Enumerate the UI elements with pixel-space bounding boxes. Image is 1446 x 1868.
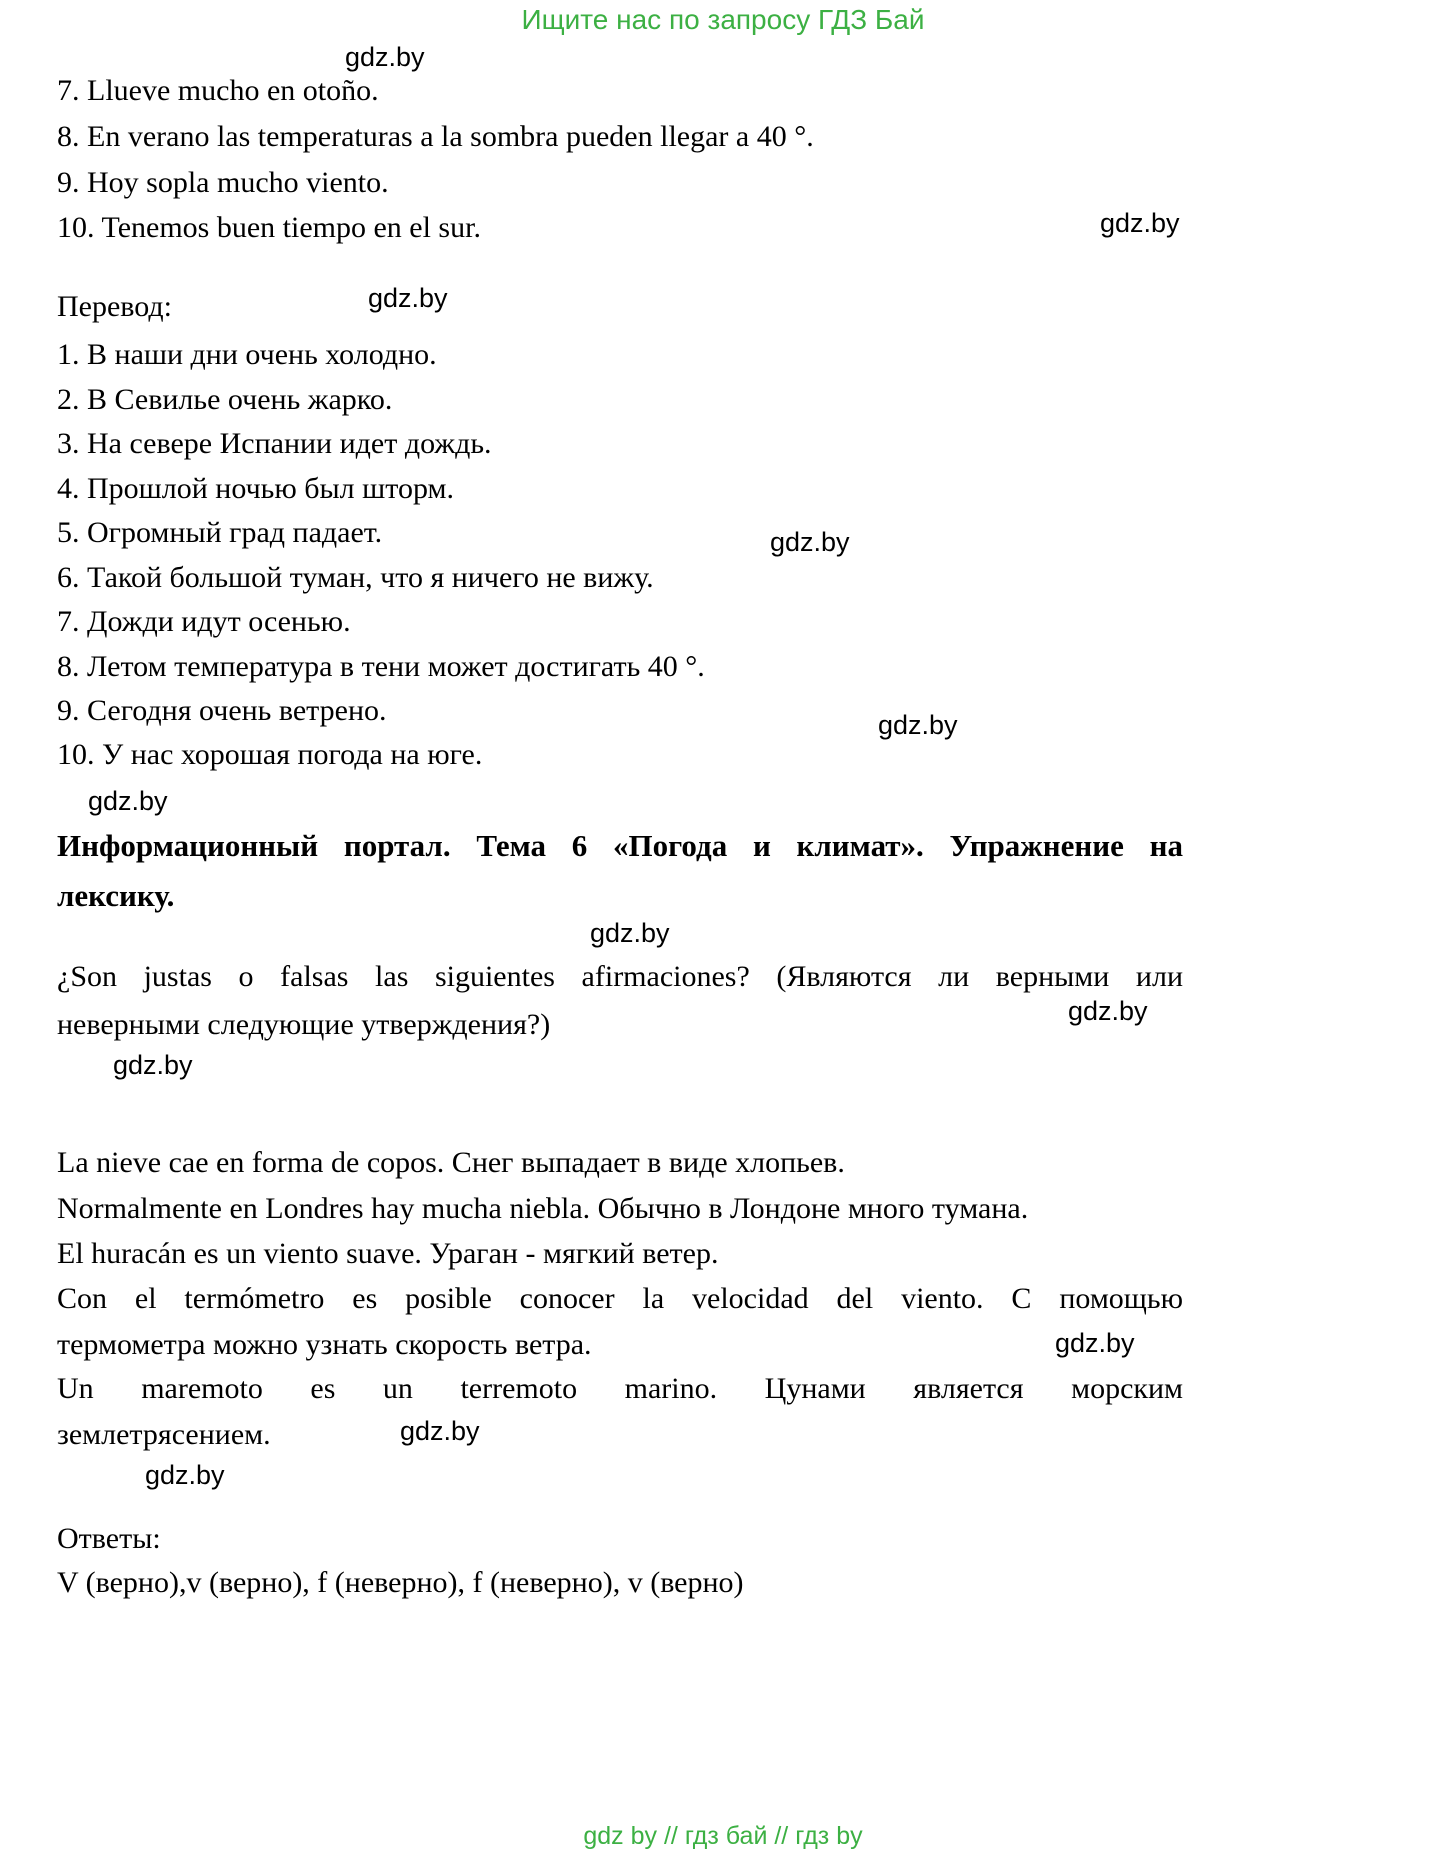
gdz-watermark: gdz.by <box>1055 1328 1135 1358</box>
spanish-list-item: 7. Llueve mucho en otoño. <box>57 74 379 107</box>
statement-line: термометра можно узнать скорость ветра. <box>57 1328 592 1361</box>
translation-list-item: 10. У нас хорошая погода на юге. <box>57 738 483 771</box>
top-banner: Ищите нас по запросу ГДЗ Бай <box>521 4 925 35</box>
gdz-watermark: gdz.by <box>113 1050 193 1080</box>
spanish-list-item: 9. Hoy sopla mucho viento. <box>57 166 389 199</box>
translation-list-item: 2. В Севилье очень жарко. <box>57 383 393 416</box>
translation-list-item: 7. Дожди идут осенью. <box>57 605 351 638</box>
answers-text: V (верно),v (верно), f (неверно), f (неверно), v (верно) <box>57 1566 744 1599</box>
section-title-line: Информационный портал. Тема 6 «Погода и климат». Упражнение на <box>57 828 1183 863</box>
gdz-watermark: gdz.by <box>400 1416 480 1446</box>
statement-line: землетрясением. <box>57 1418 271 1451</box>
translation-list-item: 5. Огромный град падает. <box>57 516 383 549</box>
statement-line: El huracán es un viento suave. Ураган - мягкий ветер. <box>57 1237 719 1270</box>
gdz-watermark: gdz.by <box>770 527 850 557</box>
statement-line: Un maremoto es un terremoto marino. Цунами является морским <box>57 1372 1183 1405</box>
gdz-watermark: gdz.by <box>345 42 425 72</box>
gdz-watermark: gdz.by <box>145 1460 225 1490</box>
gdz-watermark: gdz.by <box>1068 996 1148 1026</box>
footer-banner: gdz by // гдз бай // гдз by <box>583 1822 863 1850</box>
translation-list-item: 4. Прошлой ночью был шторм. <box>57 472 454 505</box>
translation-list-item: 8. Летом температура в тени может достигать 40 °. <box>57 650 705 683</box>
gdz-watermark: gdz.by <box>88 786 168 816</box>
section-title-line: лексику. <box>57 878 175 913</box>
gdz-watermark: gdz.by <box>1100 208 1180 238</box>
answers-heading: Ответы: <box>57 1522 161 1555</box>
statement-line: La nieve cae en forma de copos. Снег выпадает в виде хлопьев. <box>57 1146 845 1179</box>
question-line: неверными следующие утверждения?) <box>57 1008 551 1041</box>
translation-list-item: 9. Сегодня очень ветрено. <box>57 694 387 727</box>
translation-list-item: 3. На севере Испании идет дождь. <box>57 427 492 460</box>
spanish-list-item: 8. En verano las temperaturas a la sombra pueden llegar a 40 °. <box>57 120 814 153</box>
gdz-watermark: gdz.by <box>590 918 670 948</box>
translation-list-item: 1. В наши дни очень холодно. <box>57 338 437 371</box>
statement-line: Con el termómetro es posible conocer la velocidad del viento. С помощью <box>57 1282 1183 1315</box>
gdz-watermark: gdz.by <box>878 710 958 740</box>
translation-heading: Перевод: <box>57 290 172 323</box>
spanish-list-item: 10. Tenemos buen tiempo en el sur. <box>57 211 481 244</box>
gdz-watermark: gdz.by <box>368 283 448 313</box>
translation-list-item: 6. Такой большой туман, что я ничего не вижу. <box>57 561 654 594</box>
question-line: ¿Son justas o falsas las siguientes afirmaciones? (Являются ли верными или <box>57 960 1183 993</box>
statement-line: Normalmente en Londres hay mucha niebla. Обычно в Лондоне много тумана. <box>57 1192 1029 1225</box>
